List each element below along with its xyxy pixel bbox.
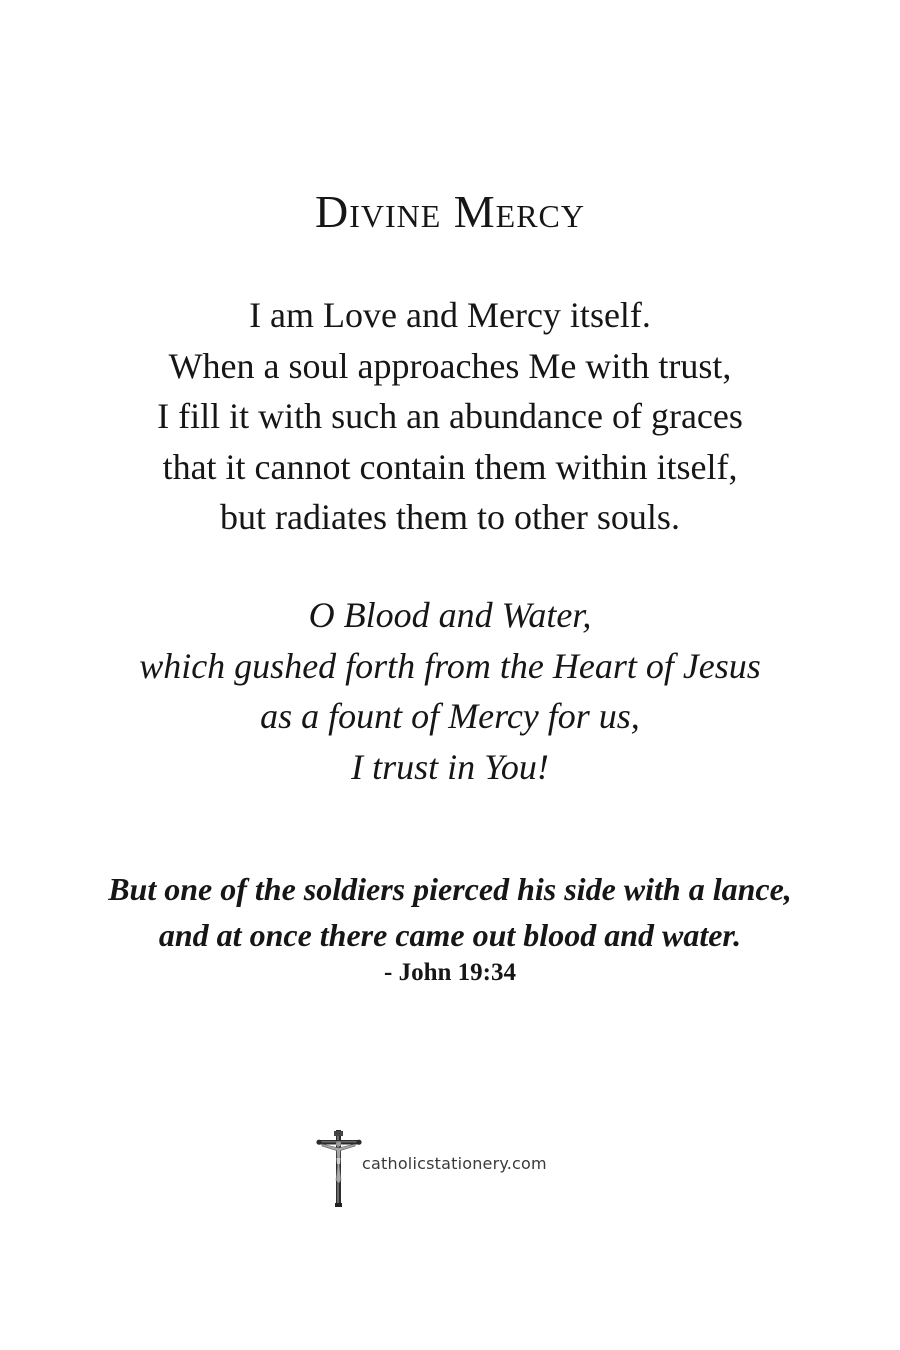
prayer-line: which gushed forth from the Heart of Jesus xyxy=(139,645,761,686)
crucifix-icon xyxy=(316,1128,362,1208)
quote-line: I fill it with such an abundance of graces xyxy=(157,396,743,436)
footer xyxy=(316,1128,547,1208)
quote-line: When a soul approaches Me with trust, xyxy=(168,345,732,386)
scripture-reference: - John 19:34 xyxy=(384,959,516,986)
scripture-line: But one of the soldiers pierced his side with a lance, xyxy=(108,871,792,907)
prayer-line: as a fount of Mercy for us, xyxy=(260,696,640,736)
quote-line: but radiates them to other souls. xyxy=(220,497,680,537)
website-link[interactable]: catholicstationery.com xyxy=(362,1153,547,1173)
quote-line: that it cannot contain them within itself, xyxy=(162,446,738,487)
quote-line: I am Love and Mercy itself. xyxy=(249,295,651,335)
prayer-line: O Blood and Water, xyxy=(308,595,592,635)
scripture-verse xyxy=(0,866,900,958)
prayer-line: I trust in You! xyxy=(351,746,549,787)
scripture-line: and at once there came out blood and water. xyxy=(158,917,742,953)
mercy-quote xyxy=(0,290,900,543)
prayer xyxy=(0,590,900,792)
page-title: Divine Mercy xyxy=(314,186,586,237)
